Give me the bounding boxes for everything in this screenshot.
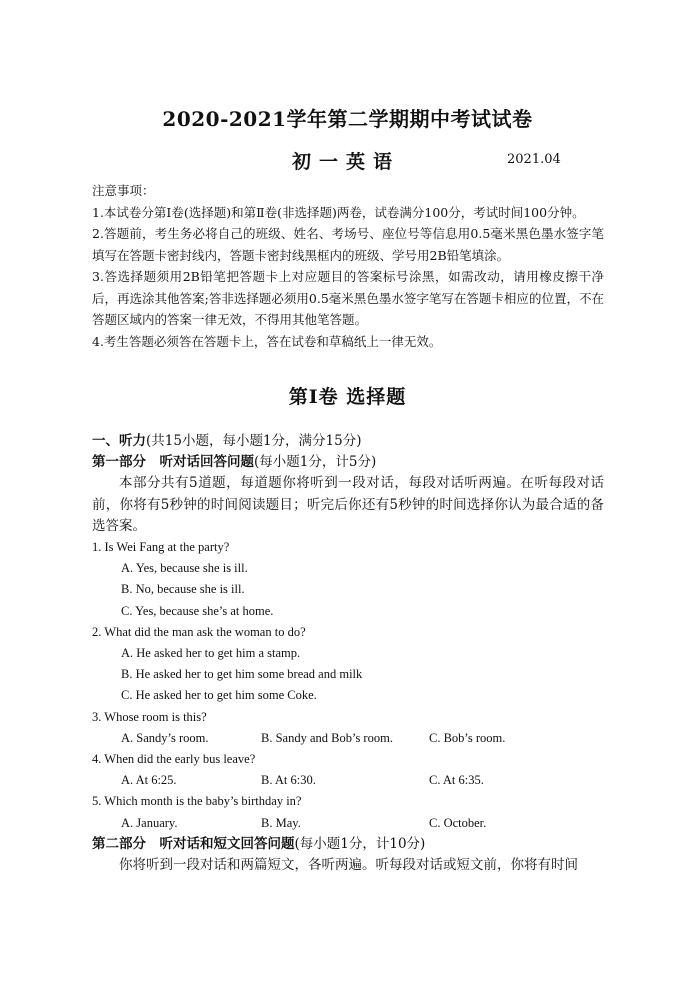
notes-item-2: 2.答题前，考生务必将自己的班级、姓名、考场号、座位号等信息用0.5毫米黑色墨水签字笔填写在答题卡密封线内，答题卡密封线黑框内的班级、学号用2B铅笔填涂。 — [92, 226, 604, 263]
q5-option-a: A. January. — [121, 815, 178, 830]
listening-section — [92, 431, 604, 876]
q5-option-b: B. May. — [261, 815, 301, 830]
q4-option-c: C. At 6:35. — [429, 773, 484, 788]
q5-options — [92, 813, 604, 834]
sub1-intro: 本部分共有5道题，每道题你将听到一段对话，每段对话听两遍。在听每段对话前，你将有5秒钟的时间阅读题目；听完后你还有5秒钟的时间选择你认为最合适的备选答案。 — [92, 475, 604, 534]
question-5: 5. Which month is the baby’s birthday in? — [92, 794, 302, 809]
sub2-heading-label: 第二部分 听对话和短文回答问题 — [92, 835, 295, 852]
sub2-intro: 你将听到一段对话和两篇短文，各听两遍。听每段对话或短文前，你将有时间 — [119, 857, 578, 874]
exam-subject: 初一英语 — [292, 151, 401, 173]
q3-option-a: A. Sandy’s room. — [121, 730, 209, 745]
sub2-heading-detail: (每小题1分，计10分) — [294, 835, 426, 852]
q4-option-a: A. At 6:25. — [121, 773, 177, 788]
part-heading-detail: (共15小题，每小题1分，满分15分) — [146, 433, 362, 449]
notes-item-4: 4.考生答题必须答在答题卡上，答在试卷和草稿纸上一律无效。 — [92, 333, 442, 349]
question-4: 4. When did the early bus leave? — [92, 752, 256, 767]
q2-option-a: A. He asked her to get him a stamp. — [121, 646, 301, 661]
q4-options — [92, 770, 604, 791]
notes-heading: 注意事项： — [92, 183, 155, 198]
notes-item-1: 1.本试卷分第Ⅰ卷(选择题)和第Ⅱ卷(非选择题)两卷，试卷满分100分，考试时间100分钟。 — [92, 204, 585, 220]
question-3: 3. Whose room is this? — [92, 709, 207, 724]
q2-option-c: C. He asked her to get him some Coke. — [121, 688, 317, 703]
part-heading — [92, 431, 604, 452]
q3-options — [92, 728, 604, 749]
q2-option-b: B. He asked her to get him some bread and milk — [121, 667, 363, 682]
question-2: 2. What did the man ask the woman to do? — [92, 624, 306, 639]
sub1-heading-label: 第一部分 听对话回答问题 — [92, 454, 254, 471]
q5-option-c: C. October. — [429, 815, 487, 830]
sub1-heading-detail: (每小题1分，计5分) — [254, 454, 377, 471]
q3-option-c: C. Bob’s room. — [429, 730, 506, 745]
sub1-heading — [92, 452, 604, 473]
sub2-heading — [92, 834, 604, 855]
q3-option-b: B. Sandy and Bob’s room. — [261, 730, 393, 745]
notes-block — [92, 180, 604, 352]
q4-option-b: B. At 6:30. — [261, 773, 316, 788]
exam-date: 2021.04 — [507, 152, 561, 167]
question-1: 1. Is Wei Fang at the party? — [92, 540, 230, 555]
notes-item-3: 3.答选择题须用2B铅笔把答题卡上对应题目的答案标号涂黑，如需改动，请用橡皮擦干净后，再选涂其他答案;答非选择题必须用0.5毫米黑色墨水签字笔写在答题卡相应的位置，不在答题区域内的答案一律无效，不得用其他笔答题。 — [92, 269, 604, 327]
q1-option-a: A. Yes, because she is ill. — [121, 561, 248, 576]
q1-option-c: C. Yes, because she’s at home. — [121, 603, 274, 618]
q1-option-b: B. No, because she is ill. — [121, 582, 245, 597]
section-title: 第Ⅰ卷 选择题 — [288, 386, 407, 408]
part-heading-label: 一、听力 — [92, 433, 146, 449]
exam-title: 2020-2021学年第二学期期中考试试卷 — [162, 107, 533, 131]
